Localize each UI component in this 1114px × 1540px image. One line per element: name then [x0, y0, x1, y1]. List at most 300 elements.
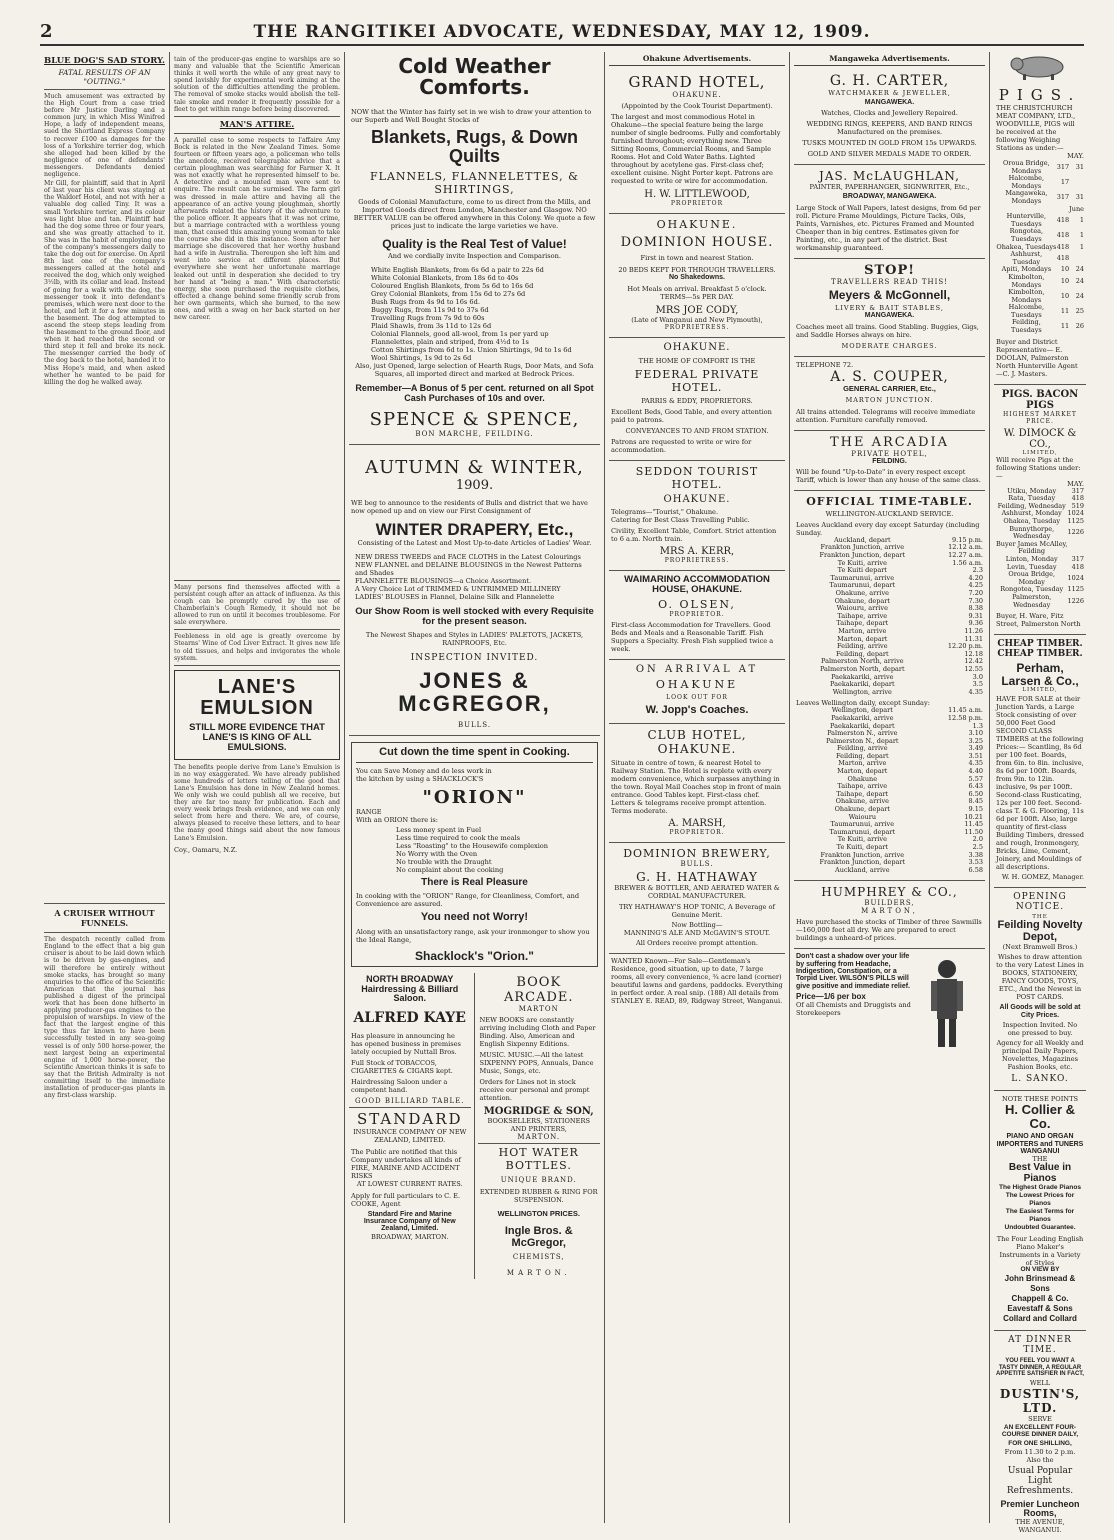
ad-text: WE beg to announce to the residents of Bulls and district that we have now opened up and on view our First Consignment of	[351, 499, 588, 516]
list-item: Less "Roasting" to the Housewife complexion	[396, 841, 549, 850]
ad-place: OHAKUNE.	[656, 218, 738, 231]
ad-text: Coaches meet all trains. Good Stabling. Buggies, Gigs, and Saddle Horses always on hire.	[796, 322, 979, 339]
table-row	[796, 598, 983, 606]
ad-firm: SPENCE & SPENCE,	[369, 409, 580, 431]
ad-text: PIANO AND ORGAN IMPORTERS and TUNERS WANGANUI	[996, 1133, 1084, 1156]
list-item: The Lowest Prices for Pianos	[1005, 1192, 1075, 1208]
table-row	[796, 776, 983, 784]
table-cell: 1.56 a.m.	[952, 558, 983, 567]
table-cell: 1.3	[972, 721, 983, 730]
table-cell: 12.12 a.m.	[948, 543, 983, 552]
table-cell: 12.58 p.m.	[947, 713, 983, 722]
ad-text: Inspection Invited. No one pressed to buy.	[1002, 1021, 1078, 1038]
ad-text: Also, just Opened, large selection of Hearth Rugs, Door Mats, and Sofa Squares, all imported direct and marked at Bedrock Prices.	[355, 362, 594, 379]
table-cell: 12.27 a.m.	[948, 551, 983, 560]
ad-title: WAIMARINO ACCOMMODATION HOUSE, OHAKUNE.	[624, 574, 770, 596]
ad-title: HOT WATER BOTTLES.	[498, 1146, 579, 1173]
table-cell: 11	[1067, 585, 1076, 594]
table-cell: 4	[1056, 215, 1061, 224]
table-cell: 8.45	[968, 797, 983, 806]
table-cell: 17	[1075, 555, 1084, 563]
table-cell: Paekakariki, arrive	[831, 672, 894, 681]
table-cell: 12	[1067, 596, 1076, 605]
ad-text: Telegrams—"Tourist," Ohakune.	[611, 508, 719, 517]
table-cell: 4.25	[968, 581, 983, 590]
table-cell: 3	[1071, 486, 1076, 495]
table-cell	[1076, 541, 1084, 556]
item-list	[355, 553, 594, 601]
ad-text: Of all Chemists and Druggists and Storekeepers	[796, 1001, 911, 1018]
table-cell	[1067, 541, 1075, 556]
ad-headline: "ORION"	[422, 786, 527, 808]
list-item: John Brinsmead & Sons	[1004, 1274, 1076, 1294]
table-row	[996, 274, 1084, 289]
pig-icon	[1005, 52, 1075, 82]
ad-text: W. H. GOMEZ, Manager.	[1001, 873, 1084, 882]
ad-text: LOOK OUT FOR	[666, 694, 728, 702]
table-cell: 10	[1060, 276, 1070, 285]
ad-subtitle: FLANNELS, FLANNELETTES, & SHIRTINGS,	[370, 169, 579, 196]
table-cell: 18	[1075, 562, 1084, 571]
ad-text: Patrons are requested to write or wire for accommodation.	[611, 438, 752, 455]
table-cell: 6.58	[968, 865, 983, 874]
ad-text: MAY.	[1067, 479, 1084, 488]
ad-text: ON VIEW BY	[1020, 1266, 1060, 1274]
article-text: tain of the producer-gas engine to warships are so many and valuable that the Scientific American thinks it well worth the while of any great navy to spend lavishly for experimental work aiming at the solution of the difficulties attending the problem. The removal of smoke stacks would abolish the tell-tale smoke and render it frequently possible for a fleet to get within range before being discovered.	[174, 56, 340, 113]
table-cell: 9.31	[968, 611, 983, 620]
table-cell: Taumarunui, arrive	[830, 573, 895, 582]
article-text: Much amusement was extracted by the High Court from a case tried before Mr Justice Darling and a common jury, in which Miss Winifred Hope, a lady of independent means, sued the Shortland Express Company to recover £100 as damages for the loss of a Yorkshire terrier dog, which she alleged had been killed by the negligence of one of defendants' messengers. Defendants denied negligence.	[44, 93, 165, 179]
table-row	[796, 753, 983, 761]
ad-name: Meyers & McGonnell,	[828, 287, 951, 302]
timetable	[794, 491, 985, 882]
table-cell: Paekakariki, depart	[830, 721, 895, 730]
ad-text: TRY HATHAWAY'S HOP TONIC, A Beverage of Genuine Merit.	[619, 902, 775, 919]
table-cell: 31	[1075, 193, 1084, 202]
ad-text: Orders for Lines not in stock receive our personal and prompt attention.	[479, 1078, 590, 1103]
table-cell: Taumarunui, depart	[829, 581, 896, 590]
ad-waimarino	[609, 571, 785, 660]
table-cell: Taumarunui, depart	[829, 827, 896, 836]
table-cell: Ohakune	[847, 774, 878, 783]
schedule-table	[996, 488, 1084, 610]
ad-firm: H. Collier & Co.	[1004, 1102, 1076, 1131]
ad-dimock	[994, 385, 1086, 636]
table-row	[996, 160, 1084, 175]
table-cell: 18	[1060, 253, 1070, 262]
table-cell: Frankton Junction, depart	[819, 551, 906, 560]
table-cell: Feilding, depart	[835, 649, 889, 658]
ad-name: ALFRED KAYE	[353, 1009, 466, 1026]
table-row	[996, 190, 1084, 205]
table-cell: 3	[1056, 162, 1061, 171]
timetable-table	[796, 537, 983, 696]
article-text: Feebleness in old age is greatly overcome by Stearns' Wine of Cod Liver Extract. It gives new life to old tissues, and helps and invigorates the whole system.	[174, 633, 340, 662]
ad-text: SERVE	[1028, 1415, 1052, 1424]
ad-title: Cold Weather Comforts.	[398, 54, 551, 99]
list-item: No Worry with the Oven	[396, 849, 478, 858]
table-cell: Frankton Junction, depart	[819, 858, 906, 867]
ad-text: MODERATE CHARGES.	[841, 341, 938, 350]
ad-text: From 11.30 to 2 p.m.	[1004, 1447, 1076, 1456]
table-row	[996, 594, 1084, 609]
ad-text: Watches, Clocks and Jewellery Repaired.	[821, 109, 958, 118]
table-row	[796, 836, 983, 844]
list-item: Chappell & Co.	[1011, 1294, 1069, 1304]
table-cell: Taihape, depart	[836, 789, 889, 798]
ad-text: (Late of Wanganui and New Plymouth),	[631, 316, 763, 325]
list-item: No complaint about the cooking	[396, 865, 504, 874]
ad-firm: W. DIMOCK & CO.,	[1003, 427, 1077, 450]
ad-text: Premier Luncheon Rooms,	[1000, 1498, 1080, 1519]
ad-place: MARTON,	[861, 907, 918, 916]
ad-text: (Appointed by the Cook Tourist Department).	[621, 102, 773, 110]
ad-place: MANGAWEKA.	[864, 312, 915, 320]
table-cell: 24	[1075, 573, 1084, 582]
ad-text: TRAVELLERS READ THIS!	[831, 277, 948, 286]
table-cell: 11.50	[964, 827, 983, 836]
table-cell: 18	[1075, 494, 1084, 503]
table-cell	[1069, 175, 1084, 190]
ad-title: G. H. CARTER,	[829, 73, 950, 89]
table-cell: 5.57	[968, 774, 983, 783]
table-cell: Palmerston North, arrive	[821, 657, 904, 666]
ad-firm: JONES & McGREGOR,	[398, 668, 551, 717]
table-cell: 1	[1079, 242, 1084, 251]
ad-place: MARTON	[518, 1005, 559, 1014]
price-list	[371, 266, 598, 362]
table-row	[996, 175, 1084, 190]
ad-jones-mcgregor	[349, 445, 600, 736]
table-cell: 17	[1060, 162, 1070, 171]
ad-alfred-kaye	[349, 973, 471, 1107]
ad-headline: WINTER DRAPERY, Etc.,	[375, 520, 574, 540]
table-row	[796, 620, 983, 628]
ad-dustins	[994, 1331, 1086, 1540]
price-item: Wool Shirtings, 1s 9d to 2s 6d	[371, 354, 472, 363]
table-row	[796, 738, 983, 746]
ad-text: LIMITED,	[1022, 687, 1058, 694]
ad-owner: L. SANKO.	[1011, 1074, 1069, 1085]
timetable-table	[796, 707, 983, 874]
table-cell: 3.53	[968, 858, 983, 867]
ad-text: LIMITED,	[1022, 449, 1058, 456]
table-cell: 9.15	[968, 805, 983, 814]
table-cell: 2.0	[972, 835, 983, 844]
ad-text: NOW that the Winter has fairly set in we wish to draw your attention to our Superb and Well Bought Stocks of	[351, 108, 592, 124]
ad-text: Hairdressing Saloon under a competent hand.	[351, 1077, 448, 1094]
ad-text: PROPRIETRESS.	[664, 557, 730, 565]
table-cell: 10	[1060, 265, 1070, 274]
table-cell: 3.25	[968, 736, 983, 745]
ad-text: The Public are notified that this Company undertakes all kinds of FIRE, MARINE AND ACCIDENT RISKS	[351, 1147, 461, 1180]
ad-orion-range	[351, 742, 598, 967]
ad-title: PIGS.	[998, 86, 1082, 104]
ad-text: All Orders receive prompt attention.	[636, 938, 758, 947]
ad-text: All trains attended. Telegrams will receive immediate attention. Furniture carefully removed.	[796, 407, 976, 424]
ad-text: NOTE THESE POINTS	[1001, 1095, 1078, 1104]
ad-text: Situate in centre of town, & nearest Hotel to Railway Station. The Hotel is replete with every modern convenience, which surpasses anything in the town. Royal Mail Coaches stop in front of main entrance. Good Tables kept. First-class chef. Letters & telegrams receive prompt attention. Terms moderate.	[611, 758, 782, 815]
ad-text: GOLD AND SILVER MEDALS MADE TO ORDER.	[807, 150, 972, 159]
table-cell: 3	[1056, 193, 1061, 202]
ad-club-hotel	[609, 724, 785, 843]
ad-text: (Next Bramwell Bros.)	[1002, 943, 1078, 952]
table-cell: 26	[1075, 528, 1084, 537]
ad-place: BULLS.	[680, 859, 714, 868]
ad-title: STANDARD	[356, 1109, 463, 1128]
ad-grand-hotel	[609, 69, 785, 214]
ad-place: BON MARCHE, FEILDING.	[415, 430, 534, 439]
timetable-intro: Leaves Auckland every day except Saturday (including Sunday.	[796, 520, 980, 537]
ad-title: STOP!	[864, 262, 915, 278]
table-cell: Apiti, Mondays	[1001, 265, 1052, 274]
ad-firm: Perham, Larsen & Co.,	[1001, 661, 1079, 688]
table-cell: 10	[1067, 573, 1076, 582]
ad-text: Will be found "Up-to-Date" in every respect except Tariff, which is lower than any house of the same class.	[796, 467, 981, 484]
ad-text: CHEMISTS,	[512, 1253, 565, 1262]
item-list	[996, 1274, 1084, 1324]
ad-book-arcade	[478, 973, 601, 1144]
column-2	[170, 52, 345, 1523]
timetable-intro: Leaves Wellington daily, except Sunday:	[796, 699, 930, 708]
table-cell: 4	[1056, 253, 1061, 262]
article-text: A parallel case to some respects to l'affaire Amy Bock is related in the New Zealand Times. Some fourteen or fifteen years ago, a policeman who tells the anecdote, received telegraphic advice that a certain ploughman was searching for Farmer X. It was not exactly what he represented himself to be. A detective and a mounted man were sent to enquire. The result can be surmised. The farm girl was dressed in male attire and having all the appearance of an active young ploughman, shortly afterwards related the history of the adventure to the police officer. It appears that it was not crime, but a marriage contracted with a worthless young man, that caused this amazing young woman to take the course she did in this instance. Soon after her marriage she discovered that her worthy husband had a wife in Australia. Thereupon she left him and went into service at different places. But everywhere she went her unfortunate marriage leaked out until in desperation she decided to try her hand at "being a man." With characteristic energy, she soon purchased the requisite clothes, effected a change behind some friendly scrub from her own garments, which she burned, to the new ones, and with a swag on her back started on her new career.	[174, 136, 340, 322]
table-cell: Taihape, depart	[836, 619, 889, 628]
ad-prices: WELLINGTON PRICES.	[497, 1209, 580, 1219]
price-item: Travelling Rugs from 7s 9d to 60s	[371, 314, 485, 323]
ad-title: CLUB HOTEL, OHAKUNE.	[647, 727, 747, 756]
table-cell: 2.3	[972, 566, 983, 575]
price-item: Bush Rugs from 4s 9d to 16s 6d.	[371, 298, 480, 307]
ad-table: GOOD BILLIARD TABLE.	[354, 1096, 465, 1105]
ad-text: MAY.	[1067, 152, 1084, 160]
table-cell: Utiku, Monday	[1007, 486, 1057, 495]
ad-text: TUSKS MOUNTED IN GOLD FROM 15s UPWARDS.	[802, 139, 977, 148]
table-cell: 1	[1079, 231, 1084, 240]
ad-text: Full Stock of TOBACCOS, CIGARETTES & CIGARS kept.	[351, 1058, 453, 1075]
ad-bonus: Remember—A Bonus of 5 per cent. returned on all Spot Cash Purchases of 10s and over.	[355, 383, 594, 403]
ad-feilding-novelty	[994, 888, 1086, 1091]
subhead-blue-dog: FATAL RESULTS OF AN "OUTING."	[58, 68, 151, 86]
table-row	[796, 783, 983, 791]
ad-title: CHEAP TIMBER. CHEAP TIMBER.	[997, 639, 1083, 660]
table-cell: Linton, Monday	[1005, 555, 1058, 563]
price-item: Buggy Rugs, from 11s 9d to 37s 6d	[371, 306, 489, 315]
ad-text: HIGHEST MARKET PRICE.	[1003, 410, 1077, 425]
table-row	[796, 760, 983, 768]
table-cell: Ashhurst, Tuesday	[1010, 250, 1043, 266]
table-cell: 4.35	[968, 759, 983, 768]
table-row	[796, 613, 983, 621]
ad-title: LANE'S EMULSION	[200, 675, 314, 719]
table-cell: 7.30	[968, 596, 983, 605]
table-cell: Te Kuiti depart	[837, 566, 887, 575]
ad-text: FOR ONE SHILLING,	[1008, 1439, 1072, 1447]
list-item: Eavestaff & Sons	[1007, 1304, 1073, 1314]
table-cell: 5	[1071, 501, 1076, 510]
masthead	[40, 22, 1084, 46]
ad-place: OHAKUNE.	[663, 494, 731, 506]
table-cell: 4.35	[968, 687, 983, 696]
ad-text: NEW BOOKS are constantly arriving including Cloth and Paper Binding. Also, American and English Sixpenny Editions.	[479, 1016, 596, 1049]
ad-owner: MRS A. KERR,	[659, 546, 735, 558]
ad-title: BOOK ARCADE.	[503, 975, 574, 1006]
ad-text: RANGE	[356, 807, 382, 816]
table-cell: 9.15 p.m.	[952, 535, 983, 544]
table-row	[796, 689, 983, 697]
table-cell: Taumarunui, arrive	[830, 820, 895, 829]
table-cell: Waiouru	[848, 812, 877, 821]
ad-text: You can Save Money and do less work in the kitchen by using a SHACKLOCK'S	[356, 766, 492, 783]
classified-wanted: WANTED Known—For Sale—Gentleman's Residence, good situation, up to date, 7 large rooms, all every convenience, ¾ acre land (corner) beautiful lawns and gardens, paddocks. Everything in perfect order. A real snip. (188) All details from STANLEY E. READ, 89, Ridgway Street, Wanganui.	[611, 956, 783, 1005]
list-item: LADIES' BLOUSES in Flannel, Delaine Silk and Flannelette	[355, 593, 555, 602]
ad-title: DOMINION BREWERY,	[623, 846, 771, 860]
ad-text: Has pleasure in announcing he has opened business in premises lately occupied by Nuttall Bros.	[351, 1031, 461, 1056]
list-item: FLANNELETTE BLOUSINGS—a Choice Assortment.	[355, 577, 532, 586]
table-row	[996, 571, 1084, 586]
ad-text: THE	[1032, 1155, 1048, 1164]
ad-text: Excellent Beds, Good Table, and every attention paid to patrons.	[611, 408, 772, 425]
ad-owner: O. OLSEN,	[658, 598, 736, 612]
ad-carter	[794, 69, 985, 165]
ad-humphrey	[794, 881, 985, 949]
headline-attire: MAN'S ATTIRE.	[219, 119, 295, 130]
table-cell: Taihape, arrive	[837, 611, 888, 620]
table-cell: Ashhurst, Monday	[1001, 509, 1062, 518]
table-cell: Palmerston, Wednesday	[1012, 592, 1052, 609]
table-cell: 9.36	[968, 619, 983, 628]
table-cell: 18	[1060, 231, 1070, 240]
table-cell: 3.51	[968, 751, 983, 760]
ad-text: PROPRIETOR.	[669, 611, 725, 619]
table-cell: 3.49	[968, 744, 983, 753]
ad-collier	[994, 1091, 1086, 1331]
ad-text: Will receive Pigs at the following Stations under:—	[996, 455, 1081, 480]
table-row	[796, 768, 983, 776]
ad-hot-water-bottles	[478, 1144, 601, 1279]
table-cell: 3.0	[972, 672, 983, 681]
table-cell: 12.42	[964, 657, 983, 666]
ad-seddon-hotel	[609, 461, 785, 571]
ad-place: MARTON.	[517, 1133, 561, 1142]
ad-invite: INSPECTION INVITED.	[410, 653, 539, 664]
table-cell: Marton, arrive	[838, 759, 887, 768]
ad-subtitle: INSURANCE COMPANY OF NEW ZEALAND, LIMITED.	[353, 1127, 467, 1144]
table-cell: Ohakune, depart	[834, 596, 891, 605]
table-row	[996, 213, 1084, 228]
ad-firm: Feilding Novelty Depot,	[997, 919, 1083, 943]
table-cell: Rongotea, Tuesday	[1000, 585, 1064, 594]
ad-standard-insurance	[349, 1108, 471, 1243]
table-cell: Auckland, depart	[833, 535, 891, 544]
ad-column	[796, 953, 912, 1053]
ad-title: HUMPHREY & CO.,	[821, 885, 958, 900]
table-cell: 3.38	[968, 850, 983, 859]
ad-place: BROADWAY, MARTON.	[370, 1232, 449, 1241]
ad-title: AT DINNER TIME.	[1008, 1335, 1072, 1356]
table-cell: 11.45 a.m.	[948, 706, 983, 715]
table-row	[996, 289, 1084, 304]
ad-text: PROPRIETOR	[670, 200, 724, 207]
list-item: Less time required to cook the meals	[396, 833, 521, 842]
ad-spence	[349, 52, 600, 445]
table-cell: Mangaweka, Mondays	[1005, 189, 1048, 205]
ad-text: Catering for Best Class Travelling Public.	[611, 516, 750, 525]
table-cell: Frankton Junction, arrive	[820, 850, 905, 859]
table-cell: 24	[1075, 276, 1084, 285]
column-4	[605, 52, 790, 1523]
column-1	[40, 52, 170, 1523]
article-text: The despatch recently called from England to the effect that a big gun cruiser is about to be laid down which is to be driven by gas-engines, and will therefore be entirely without smoke stacks, has brought so many enquiries to the office of the Scientific American that the journal has published a digest of the principal work that has been done hitherto in applying producer-gas engines to the propulsion of warships. In view of the fact that the largest engine of this type thus far known to have been successfully tested in any sea-going vessel is of only 500 horse-power, the next largest being an experimental engine of 1,000 horse-power, the Scientific American thinks it is safe to say that the British Admiralty is not committing itself to the immediate installation of producer-gas plants in any first-class warship.	[44, 936, 165, 1100]
table-row	[996, 541, 1084, 556]
ad-text: Buyer, H. Ware, Fitz Street, Palmerston North	[996, 612, 1081, 629]
ad-text: Goods of Colonial Manufacture, come to us direct from the Mills, and Imported Goods direct from London, Manchester and Glasgow. NO BETTER VALUE can be offered anywhere in this Colony. We quote a few prices just to indicate the large varieties we have.	[353, 197, 596, 230]
ad-owner: G. H. HATHAWAY	[636, 869, 758, 884]
table-cell: 4.40	[968, 767, 983, 776]
table-row	[996, 304, 1084, 319]
ad-title: OPENING NOTICE.	[1013, 892, 1067, 913]
ad-lanes-emulsion	[174, 670, 340, 760]
ad-wilsons-pills	[794, 949, 985, 1057]
ad-row	[349, 973, 600, 1279]
table-cell: 4.20	[968, 573, 983, 582]
ad-perham-larsen	[994, 635, 1086, 888]
table-cell: 19	[1075, 501, 1084, 510]
table-cell: Oroua Bridge, Monday	[1008, 570, 1056, 586]
table-cell: Hunterville, Tuesdays	[1006, 212, 1047, 228]
table-cell: Waiouru, arrive	[836, 604, 888, 613]
ad-column	[349, 973, 475, 1279]
ad-title: GRAND HOTEL,	[628, 73, 766, 91]
table-cell: Buyer James McAlley, Feilding	[996, 539, 1068, 556]
table-cell: 3.5	[972, 680, 983, 689]
table-cell: 7.20	[968, 589, 983, 597]
column-3	[345, 52, 605, 1523]
table-row	[796, 582, 983, 590]
ad-name: W. Jopp's Coaches.	[645, 704, 749, 717]
table-cell: 4	[1056, 231, 1061, 240]
ad-headline: Best Value in Pianos	[1008, 1162, 1072, 1184]
ad-dominion-brewery	[609, 843, 785, 954]
list-item: A Very Choice Lot of TRIMMED & UNTRIMMED MILLINERY	[355, 585, 561, 594]
table-cell: 17	[1075, 486, 1084, 495]
ad-text: WELL	[1029, 1379, 1051, 1388]
ad-text: TELEPHONE 72.	[796, 360, 854, 369]
table-cell: 25	[1075, 307, 1084, 316]
table-cell: 24	[1075, 291, 1084, 300]
list-item: The Highest Grade Pianos	[998, 1184, 1082, 1192]
table-cell: 31	[1075, 162, 1084, 171]
ad-owner: A. MARSH,	[668, 817, 726, 829]
ad-title: THE ARCADIA	[829, 434, 950, 450]
ad-title: SEDDON TOURIST HOTEL.	[635, 465, 759, 492]
ad-text: With an ORION there is:	[356, 815, 438, 824]
ad-text: PROPRIETRESS.	[664, 324, 730, 332]
table-cell: 18	[1060, 242, 1070, 251]
table-row	[796, 643, 983, 651]
table-cell: 24	[1075, 509, 1084, 518]
table-cell: Ohakea, Tuesdays	[996, 242, 1057, 251]
ad-text: HAVE FOR SALE at their Junction Yards, a Large Stock consisting of over 50,000 Feet Good SECOND CLASS TIMBERS at the following Prices:— Scantling, 8s 6d per 100 feet. Boards, from 6in. to 8in. inclusive, 8s 6d per 100ft. Boards, from 9in. to 12in. inclusive, 9s per 100ft. Second-class Rusticating, 12s per 100 feet. Second-class T. & G. Flooring, 11s 6d per 100ft. Also, large quantity of first-class Building Timbers, dressed and rough, Ironmongery, Bricks, Lime, Cement, Joinery, and Mouldings of all descriptions.	[996, 695, 1084, 872]
table-cell: 10.21	[964, 812, 983, 821]
ad-firm: DUSTIN'S, LTD.	[999, 1387, 1081, 1416]
ad-place: MANGAWEKA.	[864, 99, 915, 106]
ad-text: Wishes to draw attention to the very Latest Lines in BOOKS, STATIONERY, FANCY GOODS, TOYS, ETC., And the Newest in POST CARDS.	[996, 953, 1084, 1002]
ad-text: Apply for full particulars to C. E. COOKE, Agent	[351, 1191, 461, 1208]
table-cell: 25	[1075, 517, 1084, 526]
ad-subtitle: STILL MORE EVIDENCE THAT LANE'S IS KING OF ALL EMULSIONS.	[189, 721, 325, 753]
table-row	[796, 560, 983, 568]
